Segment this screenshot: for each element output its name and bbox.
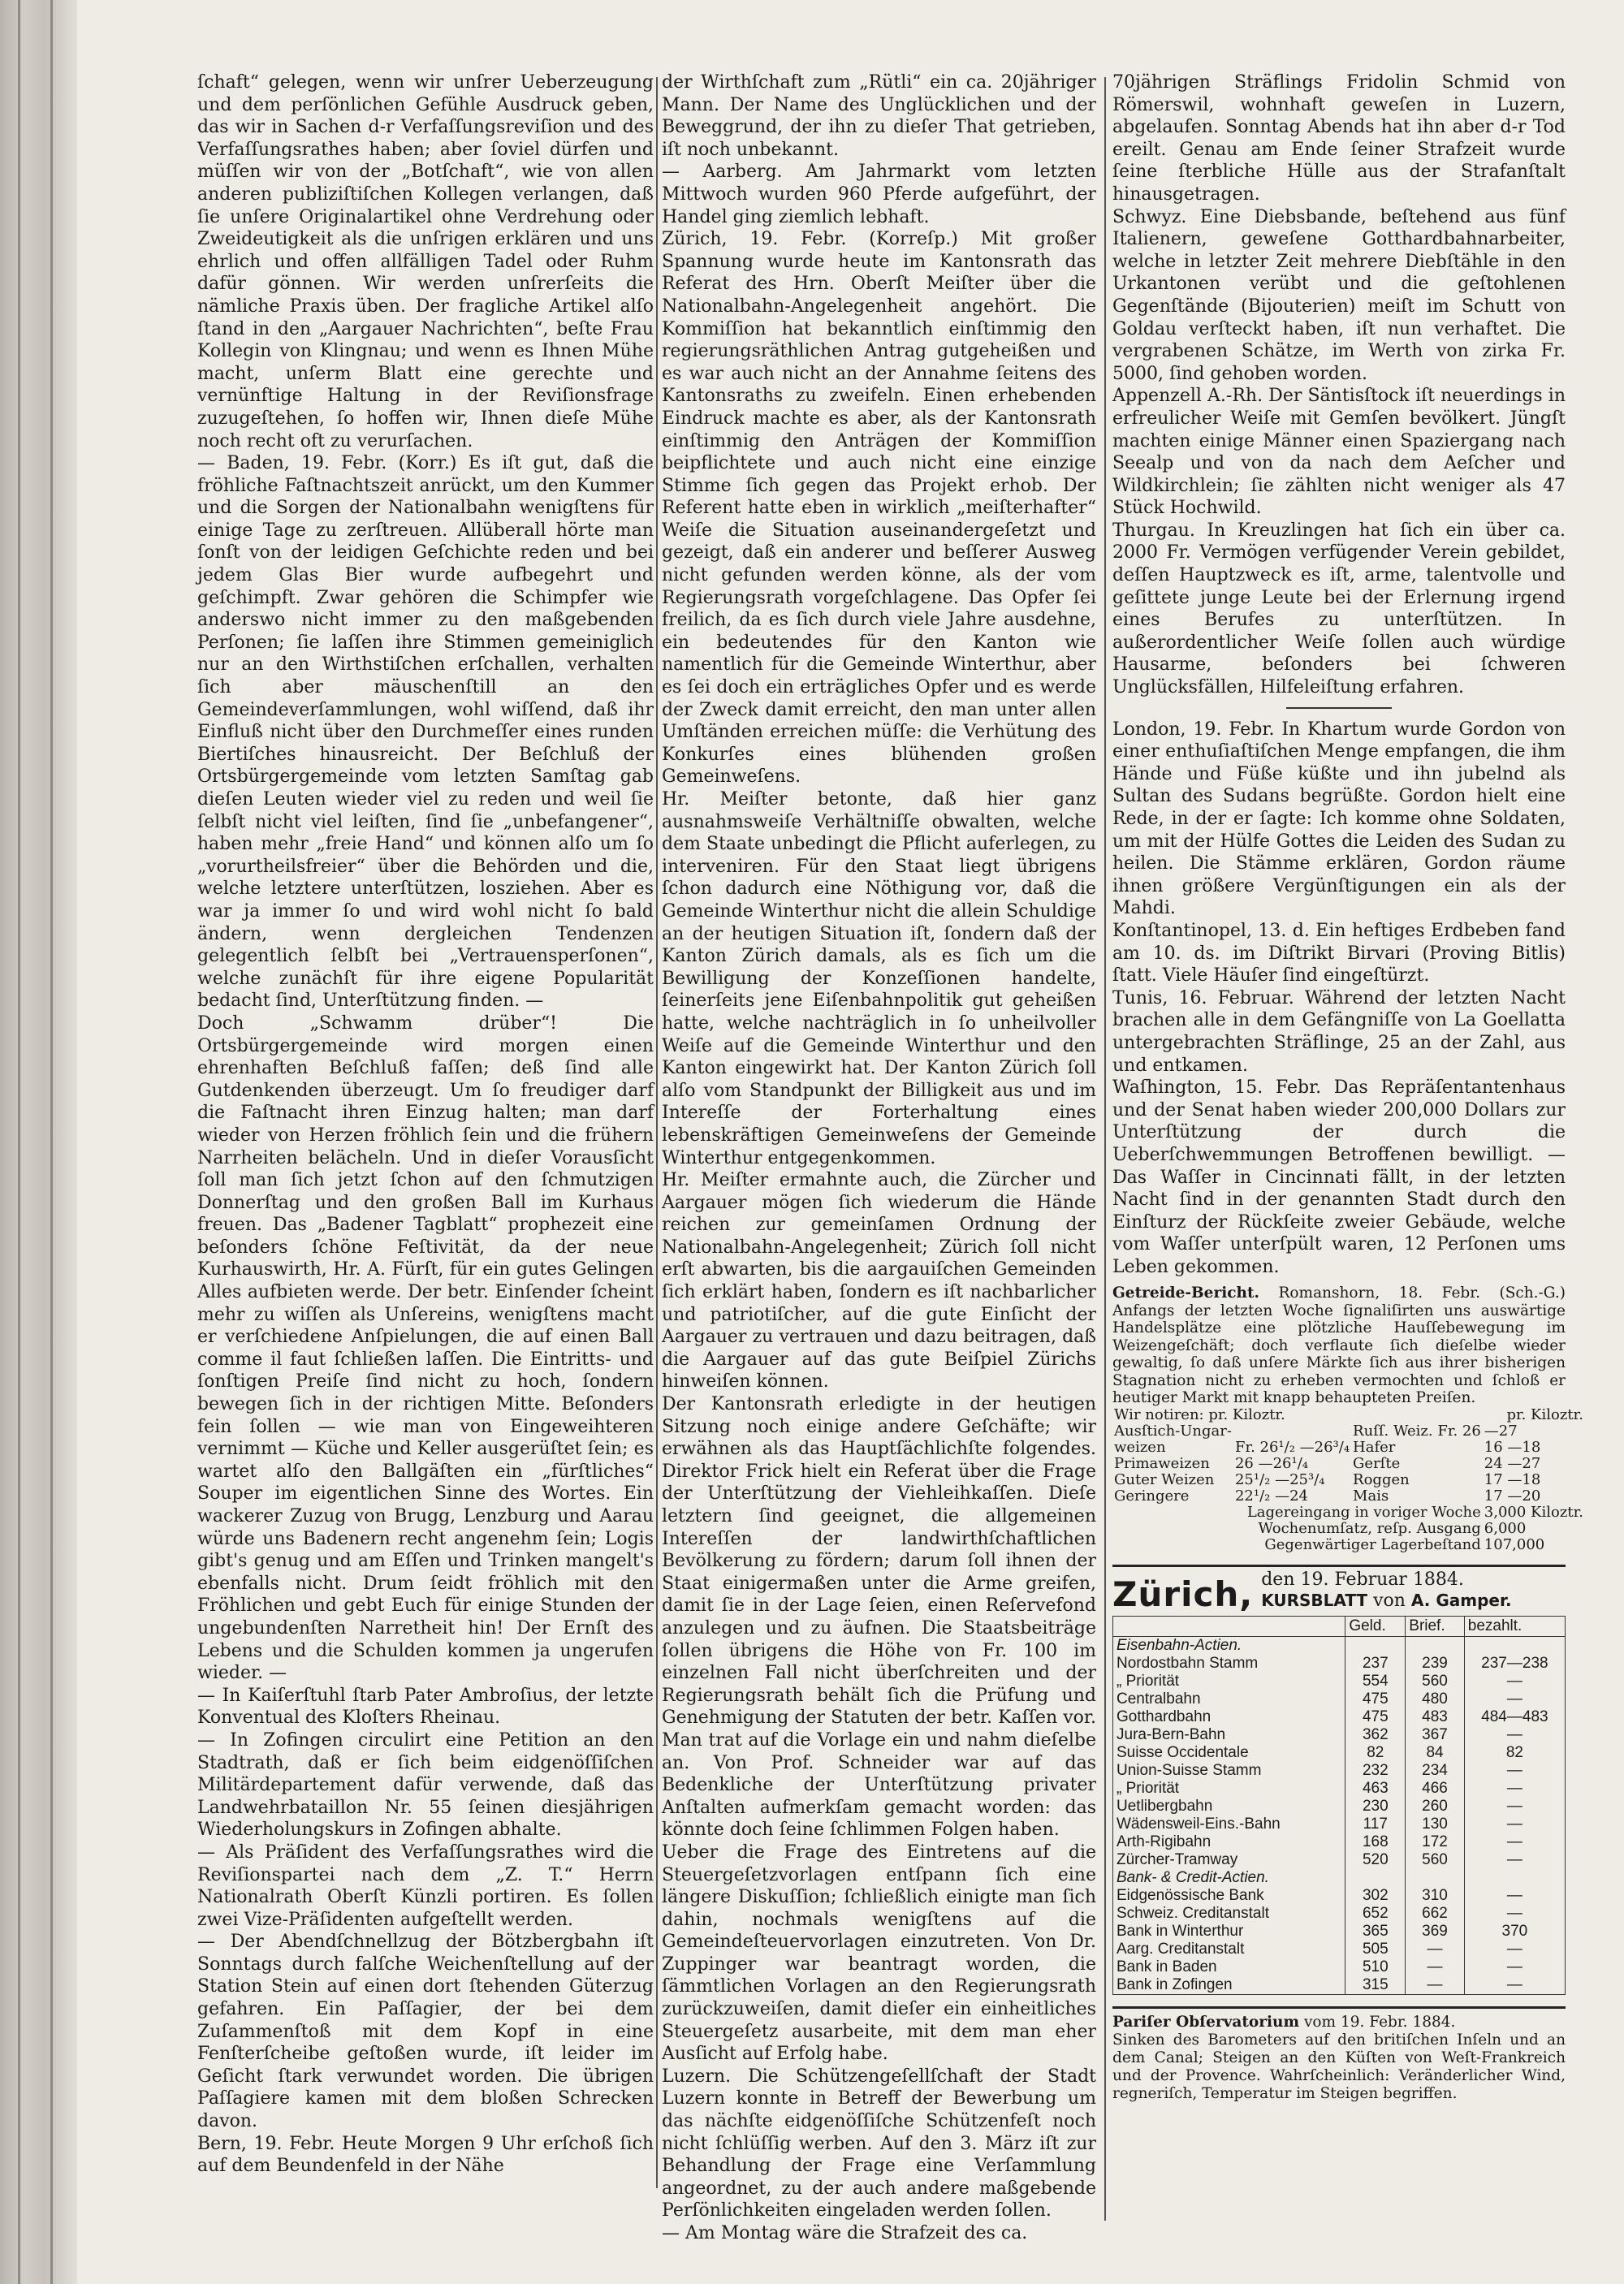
observatory-title: Pariſer Obſervatorium: [1112, 2013, 1300, 2031]
article-paragraph: Hr. Meiſter betonte, daß hier ganz ausnahmsweiſe Verhältniſſe obwalten, welche dem Staate unbedingt die Pflicht auferlegen, zu interveniren. Für den Staat liegt übrigens ſchon dadurch eine Nöthigung vor, daß die Gemeinde Winterthur nicht die allein Schuldige an der heutigen Situation iſt, ſondern daß der Kanton Zürich damals, als es ſich um die Bewilligung der Konzeſſionen handelte, ſeinerſeits jene Eiſenbahnpolitik gut geheißen hatte, welche nachträglich in ſo unheilvoller Weiſe auf die Gemeinde Winterthur und den Kanton eingewirkt hat. Der Kanton Zürich ſoll alſo vom Standpunkt der Billigkeit aus und im Intereſſe der Forterhaltung eines lebenskräftigen Gemeinweſens der Gemeinde Winterthur entgegenkommen.: [662, 789, 1096, 1168]
spine-edge-line: [50, 0, 53, 2284]
kurs-value: 510: [1345, 1958, 1406, 1976]
kurs-empty-cell: [1464, 1869, 1565, 1887]
kurs-security-name: Zürcher-Tramway: [1113, 1851, 1345, 1869]
kurs-security-name: Gotthardbahn: [1113, 1708, 1345, 1726]
grain-name: Geringere: [1114, 1487, 1190, 1505]
kurs-value: 466: [1406, 1780, 1465, 1798]
article-washington: Waſhington, 15. Febr. Das Repräſentantenhaus und der Senat haben wieder 200,000 Dollars zur Unterſtützung der durch die Ueberſchwemmungen Betroffenen bewilligt. — Das Waſſer in Cincinnati fällt, in der letzten Nacht ſind in der genannten Stadt durch den Einſturz der Rückſeite zweier Gebäude, welche vom Waſſer unterſpült waren, 12 Perſonen ums Leben gekommen.: [1112, 1077, 1566, 1277]
kurs-value: 662: [1406, 1905, 1465, 1923]
article-zofingen: — In Zofingen circulirt eine Petition an den Stadtrath, daß er ſich beim eidgenöſſiſchen Militärdepartement dafür verwende, daß das Landwehrbataillon Nr. 55 ſeinen diesjährigen Wiederholungskurs in Zofingen abhalte.: [197, 1729, 654, 1841]
kurs-value: 260: [1406, 1798, 1465, 1816]
grain-price: [1233, 1423, 1351, 1440]
article-bern: Bern, 19. Febr. Heute Morgen 9 Uhr erſchoß ſich auf dem Beundenfeld in der Nähe: [197, 2133, 654, 2177]
kurs-value: 232: [1345, 1762, 1406, 1780]
grain-total-label: Gegenwärtiger Lagerbeſtand: [1264, 1535, 1481, 1553]
kursblatt-von: von: [1373, 1590, 1406, 1611]
kurs-empty-cell: [1464, 1636, 1565, 1655]
grain-row: [1112, 1423, 1585, 1440]
observatory-report: [1112, 2006, 1566, 2103]
article-kaiserstuhl: — In Kaiſerſtuhl ſtarb Pater Ambroſius, der letzte Konventual des Kloſters Rheinau.: [197, 1685, 654, 1729]
grain-total-label: Lagereingang in voriger Woche: [1246, 1503, 1481, 1521]
kurs-header: Geld.: [1345, 1616, 1406, 1636]
kurs-row: [1113, 1958, 1566, 1976]
kurs-value: —: [1464, 1690, 1565, 1708]
grain-name: weizen: [1114, 1438, 1166, 1456]
grain-row: [1112, 1440, 1585, 1456]
kurs-value: 82: [1464, 1744, 1565, 1762]
kurs-security-name: Suisse Occidentale: [1113, 1744, 1345, 1762]
kurs-value: 230: [1345, 1798, 1406, 1816]
kurs-value: 302: [1345, 1887, 1406, 1905]
kurs-value: 130: [1406, 1816, 1465, 1833]
kurs-row: [1113, 1923, 1566, 1941]
kurs-value: —: [1406, 1958, 1465, 1976]
kurs-value: 168: [1345, 1833, 1406, 1851]
kurs-header: [1113, 1616, 1345, 1636]
kurs-row: [1113, 1905, 1566, 1923]
grain-price-table: [1112, 1407, 1585, 1553]
kurs-security-name: Bank in Baden: [1113, 1958, 1345, 1976]
kurs-value: 560: [1406, 1851, 1465, 1869]
kurs-value: 652: [1345, 1905, 1406, 1923]
article-luzern: Luzern. Die Schützengeſellſchaft der Stadt Luzern konnte in Betreff der Bewerbung um das nächſte eidgenöſſiſche Schützenfeſt noch nicht ſchlüſſig werben. Auf den 3. März iſt zur Behandlung der Frage eine Verſammlung angeordnet, zu der auch andere maßgebende Perſönlichkeiten eingeladen werden ſollen.: [662, 2066, 1096, 2221]
kurs-row: [1113, 1690, 1566, 1708]
kurs-header-row: [1113, 1616, 1566, 1636]
grain-price: 24 —27: [1484, 1454, 1541, 1472]
article-paragraph: 70jährigen Sträflings Fridolin Schmid von Römerswil, wohnhaft geweſen in Luzern, abgelaufen. Sonntag Abends hat ihn aber d-r Tod ereilt. Genau am Ende ſeiner Strafzeit wurde ſeine ſterbliche Hülle aus der Strafanſtalt hinausgetragen.: [1112, 72, 1566, 205]
section-divider: [1286, 707, 1392, 709]
kurs-empty-cell: [1406, 1869, 1465, 1887]
kurs-value: —: [1464, 1887, 1565, 1905]
kurs-value: 82: [1345, 1744, 1406, 1762]
kursblatt-city: Zürich,: [1112, 1574, 1254, 1614]
kurs-value: 560: [1406, 1673, 1465, 1690]
kurs-value: 117: [1345, 1816, 1406, 1833]
grain-report-text: Romanshorn, 18. Febr. (Sch.-G.) Anfangs der letzten Woche ſignaliſirten uns auswärtige Handelsplätze eine plötzliche Hauſſebewegung im Weizengeſchäft; doch verflaute ſich dieſelbe wieder gewaltig, ſo daß unſere Märkte ſich aus ihrer bisherigen Stagnation nicht zu erheben vermochten und ſchloß er heutiger Markt mit knapp behaupteten Preiſen.: [1112, 1284, 1566, 1407]
kurs-row: [1113, 1780, 1566, 1798]
grain-row: [1112, 1488, 1585, 1505]
article-paragraph: ſchaft“ gelegen, wenn wir unſrer Ueberzeugung und dem perſönlichen Gefühle Ausdruck geben, das wir in Sachen d-r Verfaſſungsreviſion und des Verfaſſungsrathes haben; aber ſoviel dürfen und müſſen wir von der „Botſchaft“, wie von allen anderen publiziſtiſchen Kollegen verlangen, daß ſie unſere Originalartikel ohne Verdrehung oder Zweideutigkeit als die unſrigen erklären und uns ehrlich und offen allfälligen Tadel oder Ruhm dafür gönnen. Wir werden unſrerſeits die nämliche Praxis üben. Der fragliche Artikel alſo ſtand in den „Aargauer Nachrichten“, beſte Frau Kollegin von Klingnau; und wenn es Ihnen Mühe macht, unſerm Blatt eine gerechte und vernünftige Haltung in der Reviſionsfrage zuzugeſtehen, ſo hoffen wir, Ihnen dieſe Mühe noch recht oft zu verurſachen.: [197, 72, 654, 451]
kurs-value: 310: [1406, 1887, 1465, 1905]
kurs-row: [1113, 1976, 1566, 1995]
kurs-value: —: [1464, 1851, 1565, 1869]
kurs-value: —: [1464, 1673, 1565, 1690]
kurs-security-name: „ Priorität: [1113, 1673, 1345, 1690]
kurs-value: 475: [1345, 1708, 1406, 1726]
kurs-security-name: Jura-Bern-Bahn: [1113, 1726, 1345, 1744]
grain-name: Primaweizen: [1114, 1454, 1210, 1472]
grain-row: [1112, 1472, 1585, 1488]
article-verfassungsrath: — Als Präſident des Verfaſſungsrathes wird die Reviſionspartei nach dem „Z. T.“ Herrn Nationalrath Oberſt Künzli portiren. Es ſollen zwei Vize-Präſidenten aufgeſtellt werden.: [197, 1841, 654, 1930]
grain-total-row: [1112, 1505, 1585, 1521]
kurs-value: —: [1464, 1941, 1565, 1958]
kurs-value: —: [1464, 1905, 1565, 1923]
kurs-security-name: Nordostbahn Stamm: [1113, 1655, 1345, 1673]
column-rule: [1104, 77, 1106, 2221]
kurs-value: —: [1406, 1941, 1465, 1958]
grain-name: Hafer: [1353, 1438, 1396, 1456]
kurs-row: [1113, 1833, 1566, 1851]
kurs-value: 234: [1406, 1762, 1465, 1780]
article-paragraph: — Am Montag wäre die Strafzeit des ca.: [662, 2223, 1028, 2243]
article-paragraph: Hr. Meiſter ermahnte auch, die Zürcher und Aargauer mögen ſich wiederum die Hände reichen zur gemeinſamen Ordnung der Nationalbahn-Angelegenheit; Zürich ſoll nicht erſt abwarten, bis die aargauiſchen Gemeinden ſich erklärt haben, ſondern es iſt nachbarlicher und patriotiſcher, auf die gute Einſicht der Aargauer zu vertrauen und dazu beitragen, daß die Aargauer auf das gute Beiſpiel Zürichs hinweiſen können.: [662, 1170, 1096, 1392]
kurs-value: —: [1464, 1958, 1565, 1976]
kurs-value: —: [1464, 1833, 1565, 1851]
kurs-value: —: [1464, 1976, 1565, 1995]
kurs-value: —: [1464, 1726, 1565, 1744]
column-3: [1112, 71, 1583, 2103]
grain-name: Guter Weizen: [1114, 1470, 1215, 1488]
kurs-value: 315: [1345, 1976, 1406, 1995]
kurs-value: 370: [1464, 1923, 1565, 1941]
article-boetzbergbahn: — Der Abendſchnellzug der Bötzbergbahn iſt Sonntags durch falſche Weichenſtellung auf der Station Stein auf einen dort ſtehenden Güterzug gefahren. Ein Paſſagier, der bei dem Zuſammenſtoß mit dem Kopf in eine Fenſterſcheibe geſtoßen wurde, iſt leider im Geſicht ſtark verwundet worden. Die übrigen Paſſagiere kamen mit dem bloßen Schrecken davon.: [197, 1932, 654, 2132]
grain-total-row: [1112, 1537, 1585, 1553]
grain-price: Fr. 26¹/₂ —26³/₄: [1234, 1438, 1350, 1456]
column-1: [197, 71, 654, 2178]
kurs-security-name: Uetlibergbahn: [1113, 1798, 1345, 1816]
grain-total-value: 6,000: [1484, 1519, 1527, 1537]
grain-price: 17 —18: [1484, 1470, 1541, 1488]
article-aarberg: — Aarberg. Am Jahrmarkt vom letzten Mittwoch wurden 960 Pferde aufgeführt, der Handel ging ziemlich lebhaft.: [662, 162, 1096, 227]
article-konstantinopel: Konſtantinopel, 13. d. Ein heftiges Erdbeben fand am 10. ds. im Diſtrikt Birvari (Proving Bitlis) ſtatt. Viele Häuſer ſind eingeſtürzt.: [1112, 920, 1566, 987]
kurs-row: [1113, 1708, 1566, 1726]
kurs-section-title: Eisenbahn-Actien.: [1113, 1636, 1345, 1655]
article-london: London, 19. Febr. In Khartum wurde Gordon von einer enthuſiaſtiſchen Menge empfangen, die ihm Hände und Füße küßte und ihn jubelnd als Sultan des Sudans begrüßte. Gordon hielt eine Rede, in der er ſagte: Ich komme ohne Soldaten, um mit der Hülfe Gottes die Leiden des Sudan zu heilen. Die Stämme erklären, Gordon räume ihnen größere Vergünſtigungen ein als der Mahdi.: [1112, 719, 1566, 919]
grain-row: [1112, 1456, 1585, 1472]
kursblatt-title-block: [1261, 1570, 1511, 1613]
kurs-row: [1113, 1744, 1566, 1762]
kurs-security-name: Eidgenössische Bank: [1113, 1887, 1345, 1905]
kurs-row: [1113, 1941, 1566, 1958]
kurs-empty-cell: [1345, 1869, 1406, 1887]
spine-edge-line: [18, 0, 20, 2284]
kurs-section-title: Bank- & Credit-Actien.: [1113, 1869, 1345, 1887]
grain-name: Ausſtich-Ungar-: [1114, 1422, 1232, 1440]
kurs-value: 480: [1406, 1690, 1465, 1708]
kurs-value: 239: [1406, 1655, 1465, 1673]
kurs-value: 475: [1345, 1690, 1406, 1708]
kurs-value: 237—238: [1464, 1655, 1565, 1673]
kursblatt-header: [1112, 1565, 1566, 1613]
kurs-security-name: „ Priorität: [1113, 1780, 1345, 1798]
kurs-value: —: [1464, 1780, 1565, 1798]
grain-header-row: [1112, 1407, 1585, 1423]
article-paragraph: Der Kantonsrath erledigte in der heutigen Sitzung noch einige andere Geſchäfte; wir erwähnen als das Hauptſächlichſte folgendes. Direktor Frick hielt ein Referat über die Frage der Unterſtützung der Viehleihkaſſen. Dieſe letztern ſind geeignet, die allgemeinen Intereſſen der landwirthſchaftlichen Bevölkerung zu fördern; darum ſoll ihnen der Staat einigermaßen unter die Arme greifen, damit ſie in der Lage ſeien, einen Reſervefond anzulegen und zu äufnen. Die Staatsbeiträge ſollen übrigens die Höhe von Fr. 100 im einzelnen Fall nicht überſchreiten und der Regierungsrath behält ſich die Prüfung und Genehmigung der Statuten der betr. Kaſſen vor. Man trat auf die Vorlage ein und nahm dieſelbe an. Von Prof. Schneider war auf das Bedenkliche der Unterſtützung privater Anſtalten aufmerkſam gemacht worden: das könnte doch ſeine ſchlimmen Folgen haben.: [662, 1394, 1096, 1841]
kurs-security-name: Arth-Rigibahn: [1113, 1833, 1345, 1851]
grain-total-row: [1112, 1521, 1585, 1537]
article-appenzell: Appenzell A.-Rh. Der Säntisſtock iſt neuerdings in erfreulicher Weiſe mit Gemſen bevölkert. Jüngſt machten einige Männer einen Spaziergang nach Seealp und von da nach dem Aeſcher und Wildkirchlein; ſie zählten nicht weniger als 47 Stück Hochwild.: [1112, 386, 1566, 519]
kurs-row: [1113, 1816, 1566, 1833]
grain-report-title: Getreide-Bericht.: [1112, 1284, 1259, 1302]
kurs-empty-cell: [1345, 1636, 1406, 1655]
grain-price: 16 —18: [1484, 1438, 1541, 1456]
kurs-value: 369: [1406, 1923, 1465, 1941]
column-rule: [656, 77, 658, 2188]
article-baden: — Baden, 19. Febr. (Korr.) Es iſt gut, daß die fröhliche Faſtnachtszeit anrückt, um den Kummer und die Sorgen der Nationalbahn wenigſtens für einige Tage zu zerſtreuen. Allüberall hörte man ſonſt von der leidigen Geſchichte reden und bei jedem Glas Bier wurde aufbegehrt und geſchimpft. Zwar gehören die Schimpfer wie anderswo nicht immer zu den maßgebenden Perſonen; ſie laſſen ihre Stimmen gemeiniglich nur an den Wirthstiſchen erſchallen, verhalten ſich aber mäuschenſtill an den Gemeindeverſammlungen, wohl wiſſend, daß ihr Einfluß nicht über den Durchmeſſer eines runden Biertiſches hinausreicht. Der Beſchluß der Ortsbürgergemeinde vom letzten Samſtag gab dieſen Leuten wieder viel zu reden und weil ſie ſelbſt nicht viel leiſten, ſind ſie „unbefangener“, haben mehr „freie Hand“ und können alſo um ſo „vorurtheilsfreier“ über die Behörden und die, welche letztere unterſtützen, losziehen. Aber es war ja immer ſo und wird wohl nicht ſo bald ändern, wenn dergleichen Tendenzen gelegentlich ſelbſt bei „Vertrauensperſonen“, welche zunächſt für ihre eigene Popularität bedacht ſind, Unterſtützung finden. —: [197, 453, 654, 1012]
kurs-value: 520: [1345, 1851, 1406, 1869]
kurs-value: —: [1464, 1762, 1565, 1780]
kurs-row: [1113, 1673, 1566, 1690]
kurs-value: —: [1464, 1816, 1565, 1833]
kurs-value: 505: [1345, 1941, 1406, 1958]
kursblatt-label: KURSBLATT: [1261, 1590, 1368, 1610]
kurs-security-name: Wädensweil-Eins.-Bahn: [1113, 1816, 1345, 1833]
kurs-section-row: [1113, 1869, 1566, 1887]
article-schwyz: Schwyz. Eine Diebsbande, beſtehend aus fünf Italienern, geweſene Gotthardbahnarbeiter, welche in letzter Zeit mehrere Diebſtähle in den Urkantonen verübt und die geſtohlenen Gegenſtände (Bijouterien) meiſt im Schutt von Goldau verſteckt haben, iſt nun verhaftet. Die vergrabenen Schätze, im Werth von zirka Fr. 5000, ſind gehoben worden.: [1112, 206, 1566, 384]
kurs-row: [1113, 1851, 1566, 1869]
grain-report: [1112, 1284, 1583, 1553]
article-paragraph: der Wirthſchaft zum „Rütli“ ein ca. 20jähriger Mann. Der Name des Unglücklichen und der Beweggrund, der ihn zu dieſer That getrieben, iſt noch unbekannt.: [662, 72, 1096, 160]
grain-head-left: Wir notiren: pr. Kiloztr.: [1114, 1405, 1285, 1423]
kurs-value: 367: [1406, 1726, 1465, 1744]
kurs-row: [1113, 1798, 1566, 1816]
article-zuerich: Zürich, 19. Febr. (Korreſp.) Mit großer Spannung wurde heute im Kantonsrath das Referat des Hrn. Oberſt Meiſter über die Nationalbahn-Angelegenheit angehört. Die Kommiſſion hat bekanntlich einſtimmig den regierungsräthlichen Antrag gutgeheißen und es war auch nicht an der Annahme ſeitens des Kantonsraths zu zweifeln. Einen erhebenden Eindruck machte es aber, als der Kantonsrath einſtimmig den Anträgen der Kommiſſion beipflichtete und auch nicht eine einzige Stimme ſich gegen das Projekt erhob. Der Referent hatte eben in wirklich „meiſterhafter“ Weiſe die Situation auseinandergeſetzt und gezeigt, daß ein anderer und beſſerer Ausweg nicht gefunden werden könne, als der vom Regierungsrath vorgeſchlagene. Das Opfer ſei freilich, da es ſich durch viele Jahre ausdehne, ein bedeutendes für den Kanton wie namentlich für die Gemeinde Winterthur, aber es ſei doch ein erträgliches Opfer und es werde der Zweck damit erreicht, den man unter allen Umſtänden erreichen müſſe: die Verhütung des Konkurſes eines blühenden großen Gemeinweſens.: [662, 229, 1096, 788]
kurs-security-name: Aarg. Creditanstalt: [1113, 1941, 1345, 1958]
kursblatt-table: [1112, 1616, 1566, 1995]
article-tunis: Tunis, 16. Februar. Während der letzten Nacht brachen alle in dem Gefängniſſe von La Goellatta untergebrachten Sträflinge, 25 an der Zahl, aus und entkamen.: [1112, 987, 1566, 1076]
kurs-row: [1113, 1887, 1566, 1905]
kurs-value: 463: [1345, 1780, 1406, 1798]
article-paragraph: Doch „Schwamm drüber“! Die Ortsbürgergemeinde wird morgen einen ehrenhaften Beſchluß faſſen; deß ſind alle Gutdenkenden überzeugt. Um ſo freudiger darf die Faſtnacht ihren Einzug halten; man darf wieder von Herzen fröhlich ſein und die frühern Narrheiten belächeln. Und in dieſer Vorausſicht ſoll man ſich jetzt ſchon auf den ſchmutzigen Donnerſtag und den großen Ball im Kurhaus freuen. Das „Badener Tagblatt“ prophezeit eine beſonders ſchöne Feſtivität, da der neue Kurhauswirth, Hr. A. Fürſt, für ein gutes Gelingen Alles aufbieten werde. Der betr. Einſender ſcheint mehr zu wiſſen als Unſereins, wenigſtens macht er verſchiedene Anſpielungen, die auf einen Ball comme il faut ſchließen laſſen. Die Eintritts- und ſonſtigen Preiſe ſind nicht zu hoch, ſondern bewegen ſich in der richtigen Mitte. Beſonders fein ſollen — wie man von Eingeweihteren vernimmt — Küche und Keller ausgerüſtet ſein; es wartet alſo den Ballgäſten ein „fürſtliches“ Souper im eigentlichen Sinne des Wortes. Ein wackerer Zuzug von Brugg, Lenzburg und Aarau würde uns Badenern recht angenehm ſein; Logis gibt's genug und am Eſſen und Trinken mangelt's ebenfalls nicht. Drum ſeidt fröhlich mit den Fröhlichen und gebt Euch für einige Stunden der ungebundenſten Narretheit hin! Der Ernſt des Lebens und die Schulden kommen ja ungerufen wieder. —: [197, 1012, 654, 1684]
kurs-row: [1113, 1655, 1566, 1673]
kurs-value: 237: [1345, 1655, 1406, 1673]
kurs-security-name: Schweiz. Creditanstalt: [1113, 1905, 1345, 1923]
kurs-security-name: Bank in Zofingen: [1113, 1976, 1345, 1995]
grain-total-label: Wochenumſatz, reſp. Ausgang: [1258, 1519, 1481, 1537]
kurs-security-name: Union-Suisse Stamm: [1113, 1762, 1345, 1780]
grain-name: Ruſſ. Weiz. Fr. 26: [1353, 1422, 1481, 1440]
kurs-value: 554: [1345, 1673, 1406, 1690]
grain-price: 26 —26¹/₄: [1234, 1454, 1308, 1472]
kursblatt-date: den 19. Februar 1884.: [1261, 1569, 1464, 1590]
article-paragraph: Ueber die Frage des Eintretens auf die Steuergeſetzvorlagen entſpann ſich eine längere Diskuſſion; ſchließlich einigte man ſich dahin, nochmals wenigſtens auf die Gemeindeſteuervorlagen einzutreten. Von Dr. Zuppinger war beantragt worden, die ſämmtlichen Vorlagen an den Regierungsrath zurückzuweiſen, damit dieſer ein einheitliches Steuergeſetz ausarbeite, mit dem man eher Ausſicht auf Erfolg habe.: [662, 1841, 1096, 2065]
observatory-text: Sinken des Barometers auf den britiſchen Inſeln und an dem Canal; Steigen an den Küſten von Weſt-Frankreich und der Provence. Wahrſcheinlich: Veränderlicher Wind, regneriſch, Temperatur im Steigen begriffen.: [1112, 2031, 1566, 2102]
grain-price: 17 —20: [1484, 1487, 1541, 1505]
kurs-value: 84: [1406, 1744, 1465, 1762]
observatory-date: vom 19. Febr. 1884.: [1303, 2013, 1456, 2031]
grain-total-value: 107,000: [1484, 1535, 1545, 1553]
kurs-value: 484—483: [1464, 1708, 1565, 1726]
kurs-security-name: Centralbahn: [1113, 1690, 1345, 1708]
kurs-security-name: Bank in Winterthur: [1113, 1923, 1345, 1941]
kurs-header: bezahlt.: [1464, 1616, 1565, 1636]
grain-head-right: pr. Kiloztr.: [1506, 1405, 1583, 1423]
grain-total-value: 3,000 Kiloztr.: [1484, 1503, 1583, 1521]
kurs-value: 172: [1406, 1833, 1465, 1851]
kurs-header: Brief.: [1406, 1616, 1465, 1636]
kursblatt-author: A. Gamper.: [1410, 1590, 1512, 1610]
kurs-row: [1113, 1762, 1566, 1780]
kurs-value: 362: [1345, 1726, 1406, 1744]
grain-price: 25¹/₂ —25³/₄: [1234, 1470, 1325, 1488]
grain-price: —27: [1484, 1422, 1518, 1440]
article-thurgau: Thurgau. In Kreuzlingen hat ſich ein über ca. 2000 Fr. Vermögen verfügender Verein gebildet, deſſen Hauptzweck es iſt, arme, talentvolle und geſittete junge Leute bei der Erlernung irgend eines Berufes zu unterſtützen. In außerordentlicher Weiſe ſollen auch würdige Hausarme, beſonders bei ſchweren Unglücksfällen, Hilfeleiſtung erfahren.: [1112, 520, 1566, 698]
kurs-empty-cell: [1406, 1636, 1465, 1655]
book-spine: [0, 0, 77, 2284]
kurs-section-row: [1113, 1636, 1566, 1655]
grain-name: Gerſte: [1353, 1454, 1401, 1472]
kurs-value: —: [1464, 1798, 1565, 1816]
column-2: [662, 71, 1096, 2245]
grain-name: Mais: [1353, 1487, 1389, 1505]
kurs-row: [1113, 1726, 1566, 1744]
grain-name: Roggen: [1353, 1470, 1410, 1488]
kurs-value: —: [1406, 1976, 1465, 1995]
kurs-value: 483: [1406, 1708, 1465, 1726]
kurs-value: 365: [1345, 1923, 1406, 1941]
grain-price: 22¹/₂ —24: [1234, 1487, 1308, 1505]
